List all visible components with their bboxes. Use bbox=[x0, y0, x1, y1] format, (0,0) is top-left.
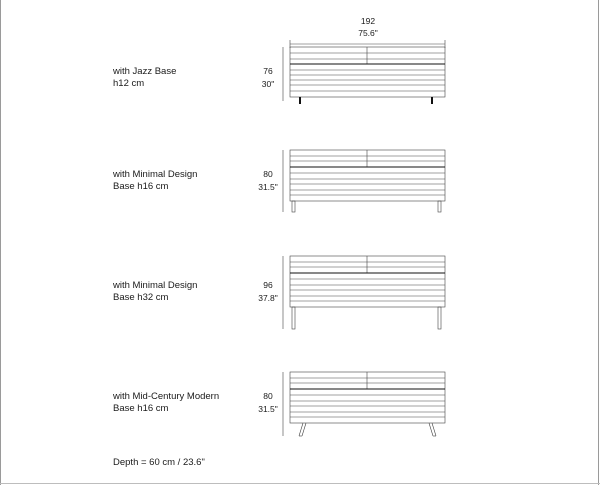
variant-2-label-line1: with Minimal Design bbox=[113, 169, 198, 180]
variant-3-height-in: 37.8" bbox=[258, 293, 278, 303]
variant-2-height-cm: 80 bbox=[263, 169, 273, 179]
variant-1-label-line2: h12 cm bbox=[113, 78, 145, 89]
sideboard-1-jazz-base bbox=[283, 47, 445, 104]
variant-4-height-in: 31.5" bbox=[258, 404, 278, 414]
variant-1-height-cm: 76 bbox=[263, 66, 273, 76]
variant-4-height-cm: 80 bbox=[263, 391, 273, 401]
depth-note: Depth = 60 cm / 23.6" bbox=[113, 457, 205, 468]
variant-1-height-in: 30" bbox=[261, 79, 275, 89]
variant-1-label-line1: with Jazz Base bbox=[113, 66, 177, 77]
sideboard-3-minimal-base-h32 bbox=[283, 256, 445, 329]
sideboard-4-mid-century-base bbox=[283, 372, 445, 436]
variant-2-height-in: 31.5" bbox=[258, 182, 278, 192]
sideboard-2-minimal-base-h16 bbox=[283, 150, 445, 212]
variant-3-label-line1: with Minimal Design bbox=[113, 280, 198, 291]
variant-3-label-line2: Base h32 cm bbox=[113, 292, 169, 303]
variant-3-height-cm: 96 bbox=[263, 280, 273, 290]
overall-width-cm: 192 bbox=[360, 16, 376, 26]
variant-2-label-line2: Base h16 cm bbox=[113, 181, 169, 192]
overall-width-in: 75.6" bbox=[358, 28, 378, 38]
variant-4-label-line1: with Mid-Century Modern bbox=[113, 391, 220, 402]
variant-4-label-line2: Base h16 cm bbox=[113, 403, 169, 414]
